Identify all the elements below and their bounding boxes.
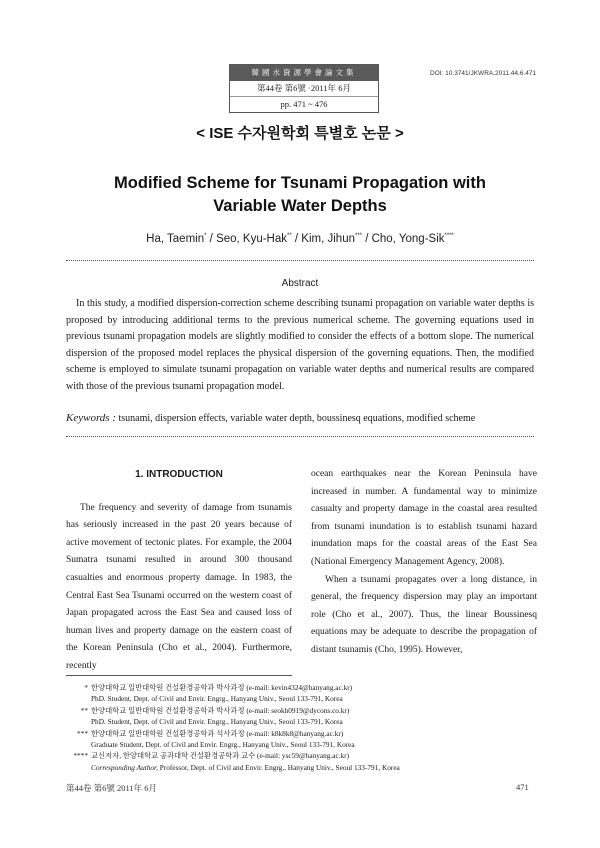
- doi: DOI: 10.3741/JKWRA.2011.44.6.471: [430, 70, 537, 77]
- footnote-line-en: Graduate Student, Dept. of Civil and Envir. Engrg., Hanyang Univ., Seoul 133-791, Korea: [91, 740, 355, 750]
- section-heading: < ISE 수자원학회 특별호 논문 >: [196, 125, 404, 142]
- title-line-2: Variable Water Depths: [213, 197, 387, 215]
- page-number: 471: [516, 782, 529, 792]
- author-mark: ****: [444, 233, 454, 240]
- body-column-right: [311, 466, 537, 660]
- author-name: Seo, Kyu-Hak: [216, 233, 288, 245]
- journal-name: 韓國水資源學會論文集: [230, 65, 378, 81]
- keywords-label: Keywords :: [66, 412, 117, 424]
- footnote: [66, 682, 534, 705]
- intro-heading: 1. INTRODUCTION: [135, 469, 223, 480]
- footnote-line-ko: 한양대학교 일반대학원 건설환경공학과 박사과정 (e-mail: kevin4324@hanyang.ac.kr): [91, 683, 353, 692]
- divider-bottom: [66, 436, 534, 437]
- footnote: [66, 750, 534, 773]
- footnote: [66, 728, 534, 751]
- paper-title: [0, 172, 600, 218]
- intro-paragraph-2: When a tsunami propagates over a long distance, in general, the frequency dispersion may play an important role (Cho et al., 2007). Thus, the linear Boussinesq equations may be adequate to describe the propagation of distant tsunamis (Cho, 1995). However,: [311, 574, 537, 655]
- page-footer-journal: 第44卷 第6號 2011年 6月: [66, 783, 158, 793]
- intro-paragraph-1: The frequency and severity of damage from tsunamis has seriously increased in the past 20 years because of active movement of tectonic plates. For example, the 2004 Sumatra tsunami resulted in around 300 thousand casualties and enormous property damage. In 1983, the Central East Sea Tsunami occurred on the western coast of Japan propagated across the East Sea and caused loss of human lives and property damage on the eastern coast of the Korean Peninsula (Cho et al., 2004). Furthermore, recently: [66, 502, 292, 671]
- intro-paragraph-1-cont: ocean earthquakes near the Korean Peninsula have increased in number. A fundamental way to minimize casualty and property damage in the coastal area resulted from tsunami inundation is to establish tsunami hazard inundation maps for the coastal areas of the East Sea (National Emergency Management Agency, 2008).: [311, 469, 537, 567]
- keywords: [66, 412, 534, 424]
- footnote-line-ko: 한양대학교 일반대학원 건설환경공학과 석사과정 (e-mail: k8k8k8@hanyang.ac.kr): [91, 728, 344, 738]
- divider-top: [66, 260, 534, 261]
- footnote-line-en: Professor, Dept. of Civil and Envir. Engrg., Hanyang Univ., Seoul 133-791, Korea: [159, 762, 400, 772]
- author-separator: /: [209, 233, 213, 245]
- author-mark: *: [204, 233, 207, 240]
- footnote-line-ko: 교신저자, 한양대학교 공과대학 건설환경공학과 교수 (e-mail: ysc59@hanyang.ac.kr): [91, 751, 350, 761]
- keywords-text: tsunami, dispersion effects, variable water depth, boussinesq equations, modified scheme: [118, 413, 476, 424]
- footnotes: [66, 682, 534, 773]
- footnote-mark: **: [80, 705, 88, 715]
- corresponding-author-label: Corresponding Author,: [91, 762, 158, 772]
- abstract-heading: Abstract: [281, 278, 319, 289]
- journal-volume-issue: 第44卷 第6號 ·2011年 6月: [230, 81, 378, 97]
- author-separator: /: [294, 233, 299, 245]
- footnote-mark: ***: [77, 728, 88, 738]
- author-list: [0, 233, 600, 245]
- footnote-mark: *: [84, 683, 88, 692]
- footnote-line-en: PhD. Student, Dept. of Civil and Envir. Engrg., Hanyang Univ., Seoul 133-791, Korea: [91, 694, 343, 704]
- abstract-text: In this study, a modified dispersion-correction scheme describing tsunami propagation on variable water depths is proposed by introducing additional terms to the previous numerical scheme. The governing equations used in previous tsunami propagation models are slightly modified to consider the effects of a bottom slope. The numerical dispersion of the proposed model replaces the physical dispersion of the governing equations. Then, the modified scheme is employed to simulate tsunami propagation on variable water depths and numerical results are compared with those of the previous tsunami propagation model.: [66, 298, 534, 392]
- footnote-line-ko: 한양대학교 일반대학원 건설환경공학과 박사과정 (e-mail: seokh0919@dycons.co.kr): [91, 705, 350, 715]
- journal-info-box: [229, 64, 379, 113]
- author-separator: /: [365, 233, 369, 245]
- title-line-1: Modified Scheme for Tsunami Propagation with: [114, 174, 486, 192]
- footnote: [66, 705, 534, 728]
- footnote-mark: ****: [73, 751, 88, 761]
- author-mark: ***: [354, 233, 362, 240]
- journal-pages: pp. 471 ~ 476: [280, 99, 328, 109]
- footnote-line-en: PhD. Student, Dept. of Civil and Envir. Engrg., Hanyang Univ., Seoul 133-791, Korea: [91, 717, 343, 727]
- author-name: Ha, Taemin: [146, 233, 205, 245]
- footnote-rule: [66, 675, 292, 676]
- author-name: Cho, Yong-Sik: [371, 233, 445, 245]
- body-column-left: [66, 466, 292, 676]
- author-name: Kim, Jihun: [301, 233, 355, 245]
- author-mark: **: [287, 233, 292, 240]
